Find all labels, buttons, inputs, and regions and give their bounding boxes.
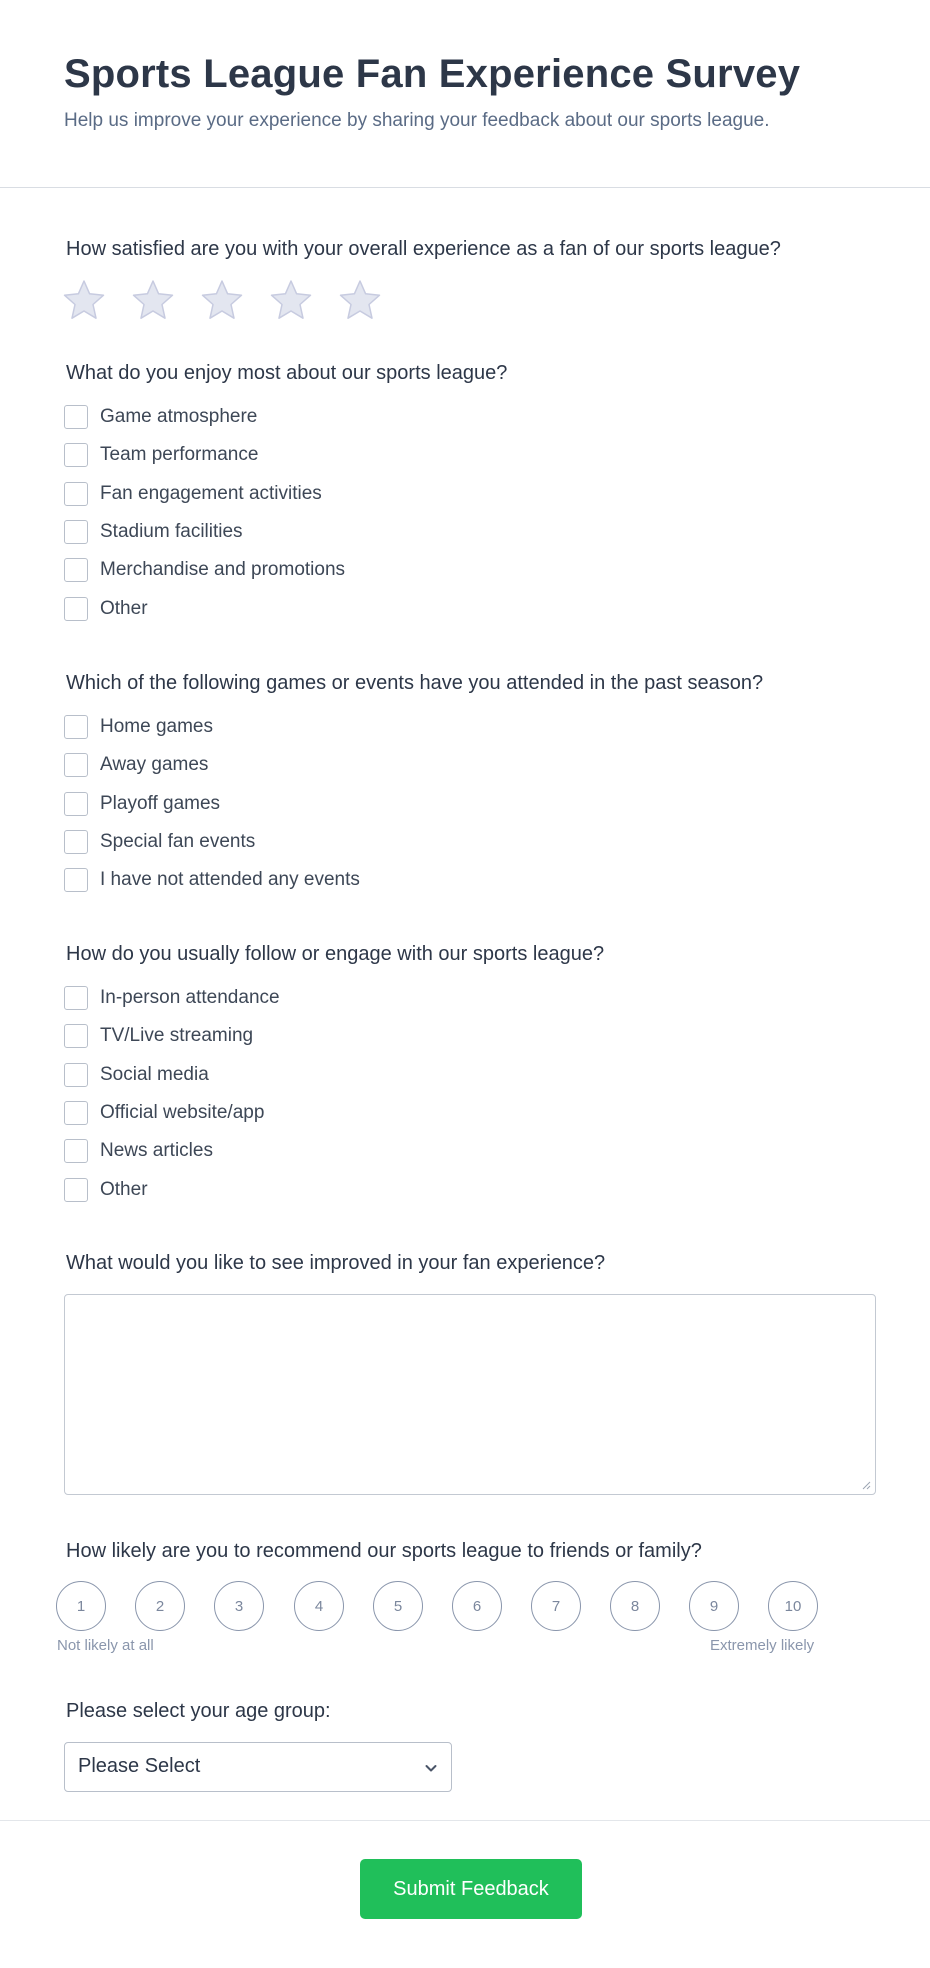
option-label: Playoff games bbox=[100, 793, 221, 814]
option-not-attended[interactable] bbox=[64, 866, 360, 894]
nps-option-9[interactable]: 9 bbox=[689, 1581, 739, 1631]
checkbox[interactable] bbox=[64, 715, 88, 739]
age-group-select[interactable] bbox=[64, 1742, 452, 1792]
checkbox[interactable] bbox=[64, 830, 88, 854]
question-age-group: Please select your age group: bbox=[66, 1700, 331, 1722]
nps-option-8[interactable]: 8 bbox=[610, 1581, 660, 1631]
submit-feedback-button[interactable]: Submit Feedback bbox=[360, 1859, 582, 1919]
option-label: Team performance bbox=[100, 444, 259, 465]
checkbox[interactable] bbox=[64, 1101, 88, 1125]
checkbox[interactable] bbox=[64, 986, 88, 1010]
option-in-person[interactable] bbox=[64, 984, 280, 1012]
star-5-icon[interactable] bbox=[338, 278, 382, 322]
nps-option-5[interactable]: 5 bbox=[373, 1581, 423, 1631]
nps-high-label: Extremely likely bbox=[710, 1637, 815, 1654]
nps-option-7[interactable]: 7 bbox=[531, 1581, 581, 1631]
question-recommend: How likely are you to recommend our sports league to friends or family? bbox=[66, 1540, 702, 1562]
option-label: Game atmosphere bbox=[100, 406, 258, 427]
checkbox[interactable] bbox=[64, 482, 88, 506]
option-tv-streaming[interactable] bbox=[64, 1022, 253, 1050]
nps-option-6[interactable]: 6 bbox=[452, 1581, 502, 1631]
checkbox[interactable] bbox=[64, 520, 88, 544]
option-social-media[interactable] bbox=[64, 1061, 209, 1089]
footer-divider bbox=[0, 1820, 930, 1821]
star-1-icon[interactable] bbox=[62, 278, 106, 322]
question-satisfaction: How satisfied are you with your overall experience as a fan of our sports league? bbox=[66, 238, 781, 260]
checkbox[interactable] bbox=[64, 1024, 88, 1048]
chevron-down-icon bbox=[423, 1760, 439, 1776]
option-stadium-facilities[interactable] bbox=[64, 518, 243, 546]
star-3-icon[interactable] bbox=[200, 278, 244, 322]
nps-option-1[interactable]: 1 bbox=[56, 1581, 106, 1631]
option-away-games[interactable] bbox=[64, 751, 208, 779]
checkbox[interactable] bbox=[64, 1178, 88, 1202]
checkbox[interactable] bbox=[64, 558, 88, 582]
option-label: Stadium facilities bbox=[100, 521, 243, 542]
checkbox[interactable] bbox=[64, 1139, 88, 1163]
option-label: Special fan events bbox=[100, 831, 256, 852]
option-label: Home games bbox=[100, 716, 213, 737]
option-special-fan-events[interactable] bbox=[64, 828, 255, 856]
select-value: Please Select bbox=[78, 1755, 201, 1777]
option-team-performance[interactable] bbox=[64, 441, 258, 469]
question-enjoy-most: What do you enjoy most about our sports league? bbox=[66, 362, 508, 384]
option-label: Official website/app bbox=[100, 1102, 265, 1123]
question-attended-events: Which of the following games or events have you attended in the past season? bbox=[66, 672, 764, 694]
nps-option-3[interactable]: 3 bbox=[214, 1581, 264, 1631]
option-label: Other bbox=[100, 1179, 148, 1200]
option-label: Other bbox=[100, 598, 148, 619]
nps-option-10[interactable]: 10 bbox=[768, 1581, 818, 1631]
checkbox[interactable] bbox=[64, 753, 88, 777]
option-home-games[interactable] bbox=[64, 713, 213, 741]
nps-low-label: Not likely at all bbox=[57, 1637, 154, 1654]
nps-option-2[interactable]: 2 bbox=[135, 1581, 185, 1631]
option-merchandise[interactable] bbox=[64, 556, 345, 584]
checkbox[interactable] bbox=[64, 868, 88, 892]
option-news-articles[interactable] bbox=[64, 1137, 213, 1165]
question-improvement: What would you like to see improved in your fan experience? bbox=[66, 1252, 606, 1274]
option-label: Merchandise and promotions bbox=[100, 559, 346, 580]
option-label: Fan engagement activities bbox=[100, 483, 322, 504]
option-playoff-games[interactable] bbox=[64, 790, 220, 818]
improvement-textarea[interactable] bbox=[64, 1294, 876, 1495]
option-label: Away games bbox=[100, 754, 209, 775]
checkbox[interactable] bbox=[64, 405, 88, 429]
option-other[interactable] bbox=[64, 595, 148, 623]
survey-header bbox=[0, 0, 930, 188]
checkbox[interactable] bbox=[64, 1063, 88, 1087]
question-engagement: How do you usually follow or engage with our sports league? bbox=[66, 943, 605, 965]
option-game-atmosphere[interactable] bbox=[64, 403, 257, 431]
checkbox[interactable] bbox=[64, 443, 88, 467]
resize-grip-icon[interactable] bbox=[861, 1480, 871, 1490]
star-2-icon[interactable] bbox=[131, 278, 175, 322]
option-website-app[interactable] bbox=[64, 1099, 264, 1127]
option-label: I have not attended any events bbox=[100, 869, 360, 890]
checkbox[interactable] bbox=[64, 597, 88, 621]
option-label: TV/Live streaming bbox=[100, 1025, 254, 1046]
option-other-engagement[interactable] bbox=[64, 1176, 148, 1204]
option-label: Social media bbox=[100, 1064, 209, 1085]
option-label: In-person attendance bbox=[100, 987, 280, 1008]
star-4-icon[interactable] bbox=[269, 278, 313, 322]
page-title: Sports League Fan Experience Survey bbox=[64, 52, 801, 96]
nps-option-4[interactable]: 4 bbox=[294, 1581, 344, 1631]
checkbox[interactable] bbox=[64, 792, 88, 816]
option-label: News articles bbox=[100, 1140, 213, 1161]
page-subtitle: Help us improve your experience by sharing your feedback about our sports league. bbox=[64, 110, 770, 131]
option-fan-engagement[interactable] bbox=[64, 480, 322, 508]
